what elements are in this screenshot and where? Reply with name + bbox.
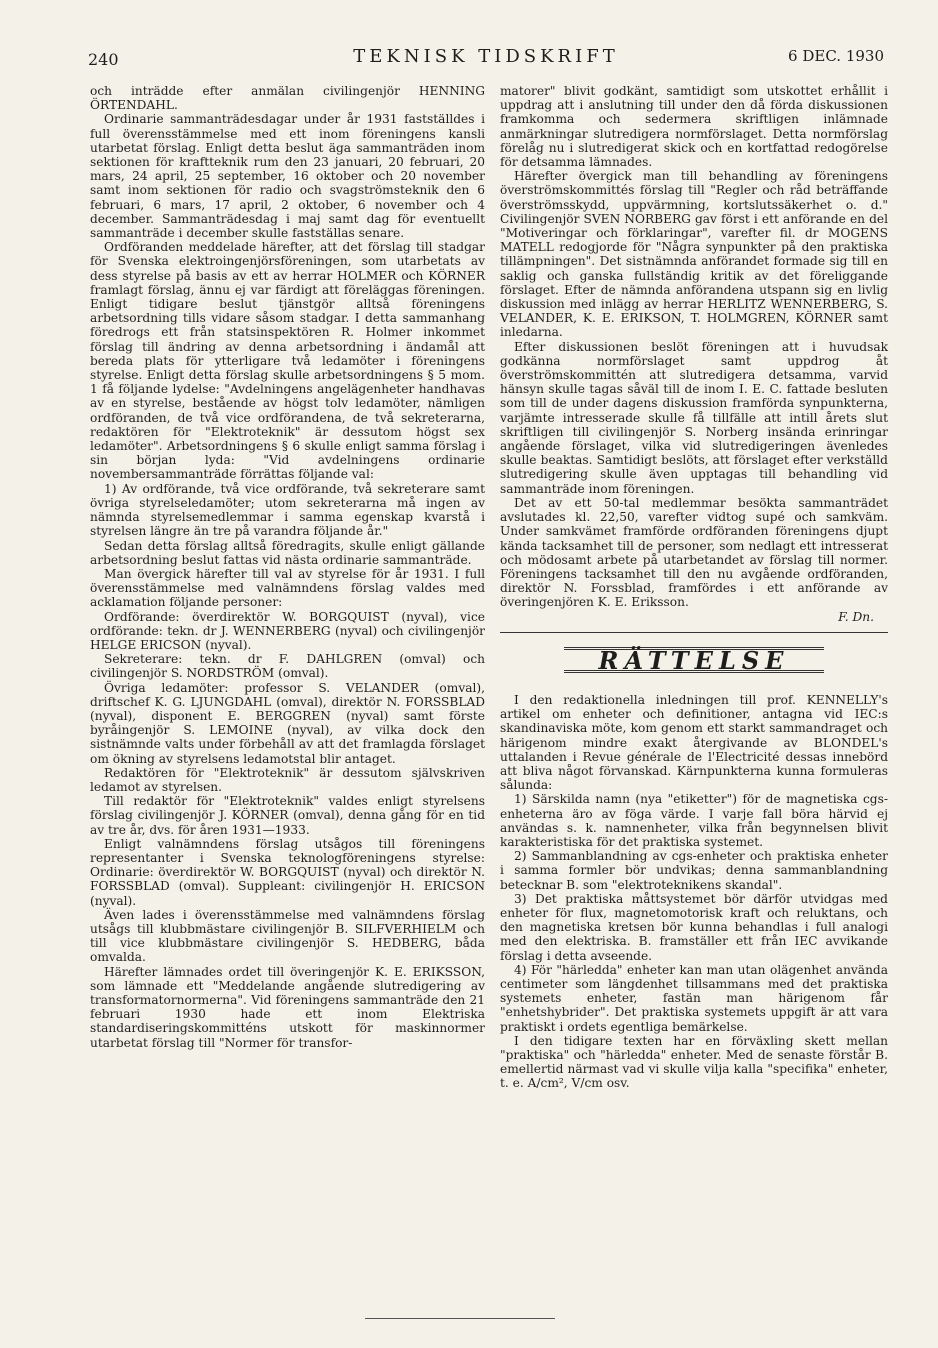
- paragraph: Även lades i överensstämmelse med valnämndens förslag utsågs till klubbmästare civilingenjör B. SILFVERHIELM och till vice klubbmästare civilingenjör S. HEDBERG, båda omvalda.: [90, 907, 485, 965]
- issue-date: 6 DEC. 1930: [788, 47, 884, 65]
- divider: [500, 632, 888, 633]
- paragraph: Härefter övergick man till behandling av föreningens överströmskommittés förslag till "Regler och råd beträffande överströmsskydd, uppvärmning, kortslutssäkerhet o. d." Civilingenjör SVEN NORBERG gav först i ett anförande en del "Motiveringar och förklaringar", varefter fil. dr MOGENS MATELL redogjorde för "Några synpunkter på den praktiska tillämpningen". Det sistnämnda anförandet formade sig till en saklig och ganska fullständig kritik av det föreliggande förslaget. Efter de nämnda anförandena utspann sig en livlig diskussion med inlägg av herrar HERLITZ WENNERBERG, S. VELANDER, K. E. ERIKSON, T. HOLMGREN, KÖRNER samt inledarna.: [500, 169, 888, 340]
- page-number: 240: [88, 50, 119, 69]
- correction-paragraph: 2) Sammanblandning av cgs-enheter och praktiska enheter i samma formler bör undvikas; denna sammanblandning betecknar B. som "elektroteknikens skandal".: [500, 849, 888, 892]
- paragraph: 1) Av ordförande, två vice ordförande, två sekreterare samt övriga styrelseledamöter; utom sekreterarna må ingen av nämnda styrelsemedlemmar i samma egenskap kvarstå i styrelsen längre än tre på varandra följande år.": [90, 481, 485, 539]
- paragraph: Ordinarie sammanträdesdagar under år 1931 fastställdes i full överensstämmelse med ett inom föreningens kansli utarbetat förslag. Enligt detta beslut äga sammanträden inom sektionen för kraftteknik rum den 23 januari, 20 februari, 20 mars, 24 april, 25 september, 16 oktober och 20 november samt inom sektionen för radio och svagströmsteknik den 6 februari, 6 mars, 17 april, 2 oktober, 6 november och 4 december. Sammanträdesdag i maj samt dag för eventuellt sammanträde i december skulle fastställas senare.: [90, 112, 485, 241]
- correction-paragraph: 3) Det praktiska måttsystemet bör därför utvidgas med enheter för flux, magnetomotorisk kraft och reluktans, och den magnetiska kretsen bör kunna behandlas i full analogi med den elektriska. B. framställer ett från IEC avvikande förslag i detta avseende.: [500, 891, 888, 963]
- paragraph: Övriga ledamöter: professor S. VELANDER (omval), driftschef K. G. LJUNGDAHL (omval), direktör N. FORSSBLAD (nyval), disponent E. BERGGREN (nyval) samt förste byråingenjör S. LEMOINE (nyval), av vilka dock den sistnämnde valts under förbehåll av att det framlagda förslaget om ökning av styrelsens ledamotstal blir antaget.: [90, 680, 485, 766]
- paragraph: matorer" blivit godkänt, samtidigt som utskottet erhållit i uppdrag att i anslutning till under den då förda diskussionen framkomma och sedermera skriftligen inlämnade anmärkningar slutredigera normförslaget. Detta normförslag förelåg nu i slutredigerat skick och en kortfattad redogörelse för detsamma lämnades.: [500, 84, 888, 170]
- paragraph: Till redaktör för "Elektroteknik" valdes enligt styrelsens förslag civilingenjör J. KÖRNER (omval), denna gång för en tid av tre år, dvs. för åren 1931—1933.: [90, 794, 485, 837]
- correction-paragraph: I den redaktionella inledningen till prof. KENNELLY's artikel om enheter och definitioner, antagna vid IEC:s skandinaviska möte, kom genom ett starkt sammandraget och härigenom mindre exakt återgivande av BLONDEL's uttalanden i Revue générale de l'Electricité dessas innebörd att bliva något förvanskad. Kärnpunkterna kunna formuleras sålunda:: [500, 692, 888, 793]
- left-column: [90, 84, 485, 1050]
- paragraph: Man övergick härefter till val av styrelse för år 1931. I full överensstämmelse med valnämndens förslag valdes med acklamation följande personer:: [90, 566, 485, 610]
- right-column: [500, 84, 888, 1091]
- bottom-divider: [365, 1318, 555, 1319]
- paragraph: Enligt valnämndens förslag utsågos till föreningens representanter i Svenska teknologföreningens styrelse: Ordinarie: överdirektör W. BORGQUIST (nyval) och direktör N. FORSSBLAD (omval). Suppleant: civilingenjör H. ERICSON (nyval).: [90, 836, 485, 908]
- correction-title: RÄTTELSE: [598, 645, 790, 675]
- paragraph: Ordföranden meddelade härefter, att det förslag till stadgar för Svenska elektroingenjörsföreningen, som utarbetats av dess styrelse på basis av ett av herrar HOLMER och KÖRNER framlagt förslag, ännu ej var färdigt att föreläggas föreningen. Enligt tidigare beslut tjänstgör alltså föreningens arbetsordning tills vidare såsom stadgar. I detta sammanhang föredrogs ett från statsinspektören R. Holmer inkommet förslag till ändring av denna arbetsordning i ändamål att bereda plats för ytterligare två ledamöter i föreningens styrelse. Enligt detta förslag skulle arbetsordningens § 5 mom. 1 få följande lydelse: "Avdelningens angelägenheter handhavas av en styrelse, bestående av högst tolv ledamöter, nämligen ordföranden, de två vice ordförandena, de två sekreterarna, redaktören för "Elektroteknik" är dessutom högst sex ledamöter". Arbetsordningens § 6 skulle enligt samma förslag i sin början lyda: "Vid avdelningens ordinarie novembersammanträde förrättas följande val:: [90, 240, 485, 482]
- page-header: [88, 44, 884, 74]
- correction-heading-box: [564, 647, 824, 673]
- correction-paragraph: 1) Särskilda namn (nya "etiketter") för de magnetiska cgs-enheterna äro av föga värde. I varje fall böra härvid ej användas s. k. namnenheter, vilka från begynnelsen blivit karakteristiska för det praktiska systemet.: [500, 792, 888, 849]
- paragraph: Efter diskussionen beslöt föreningen att i huvudsak godkänna normförslaget samt uppdrog åt överströmskommittén att slutredigera detsamma, varvid hänsyn skulle tagas såväl till de inom I. E. C. fattade besluten som till de under dagens diskussion framförda synpunkterna, varjämte intresserade skulle få tillfälle att intill årets slut skriftligen till civilingenjör S. Norberg insända erinringar angående förslaget, vilka vid slutredigeringen ävenledes skulle beaktas. Samtidigt beslöts, att förslaget efter verkställd slutredigering skulle även upptagas till behandling vid sammanträde inom föreningen.: [500, 339, 888, 496]
- signature: F. Dn.: [838, 609, 874, 624]
- journal-title: TEKNISK TIDSKRIFT: [353, 46, 619, 67]
- correction-paragraph: I den tidigare texten har en förväxling skett mellan "praktiska" och "härledda" enheter. Med de senaste förstår B. emellertid närmast vad vi skulle vilja kalla "specifika" enheter, t. e. A/cm², V/cm osv.: [500, 1033, 888, 1091]
- correction-paragraph: 4) För "härledda" enheter kan man utan olägenhet använda centimeter som längdenhet tillsammans med det praktiska systemets enheter, fastän man härigenom får "enhetshybrider". Det praktiska systemets uppgift är att vara praktiskt i ordets egentliga bemärkelse.: [500, 962, 888, 1034]
- paragraph: Sekreterare: tekn. dr F. DAHLGREN (omval) och civilingenjör S. NORDSTRÖM (omval).: [90, 652, 485, 681]
- paragraph: Det av ett 50-tal medlemmar besökta sammanträdet avslutades kl. 22,50, varefter vidtog supé och samkväm. Under samkvämet framförde ordföranden föreningens djupt kända tacksamhet till de personer, som nedlagt ett intresserat och mödosamt arbete på utarbetandet av förslag till normer. Föreningens tacksamhet till den nu avgående ordföranden, direktör N. Forssblad, framfördes i ett anförande av överingenjören K. E. Eriksson.: [500, 495, 888, 610]
- paragraph: Sedan detta förslag alltså föredragits, skulle enligt gällande arbetsordning beslut fattas vid nästa ordinarie sammanträde.: [90, 538, 485, 567]
- paragraph: Redaktören för "Elektroteknik" är dessutom självskriven ledamot av styrelsen.: [90, 765, 485, 794]
- paragraph: Ordförande: överdirektör W. BORGQUIST (nyval), vice ordförande: tekn. dr J. WENNERBERG (nyval) och civilingenjör HELGE ERICSON (nyval).: [90, 609, 485, 652]
- paragraph: Härefter lämnades ordet till överingenjör K. E. ERIKSSON, som lämnade ett "Meddelande angående slutredigering av transformatornormerna". Vid föreningens sammanträde den 21 februari 1930 hade ett inom Elektriska standardiseringskommitténs utskott för maskinnormer utarbetat förslag till "Normer för transfor-: [90, 964, 485, 1050]
- paragraph: och inträdde efter anmälan civilingenjör HENNING ÖRTENDAHL.: [90, 84, 485, 113]
